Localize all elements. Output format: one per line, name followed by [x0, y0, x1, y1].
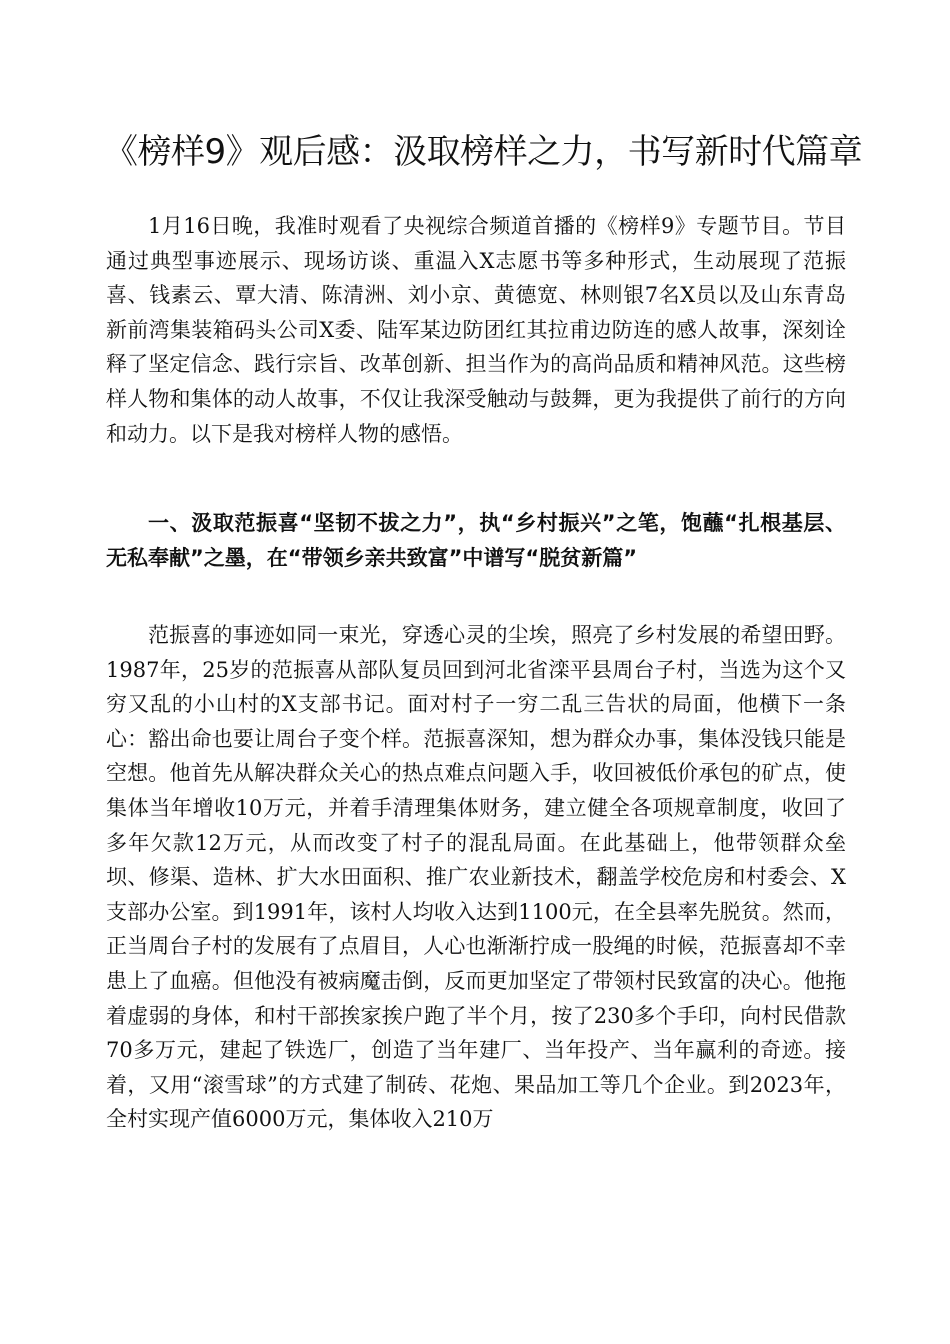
section-paragraph: 范振喜的事迹如同一束光，穿透心灵的尘埃，照亮了乡村发展的希望田野。1987年，25岁的范振喜从部队复员回到河北省滦平县周台子村，当选为这个又穷又乱的小山村的X支部书记。面对村子一穷二乱三告状的局面，他横下一条心：豁出命也要让周台子变个样。范振喜深知，想为群众办事，集体没钱只能是空想。他首先从解决群众关心的热点难点问题入手，收回被低价承包的矿点，使集体当年增收10万元，并着手清理集体财务，建立健全各项规章制度，收回了多年欠款12万元，从而改变了村子的混乱局面。在此基础上，他带领群众垒坝、修渠、造林、扩大水田面积、推广农业新技术，翻盖学校危房和村委会、X支部办公室。到1991年，该村人均收入达到1100元，在全县率先脱贫。然而，正当周台子村的发展有了点眉目，人心也渐渐拧成一股绳的时候，范振喜却不幸患上了血癌。但他没有被病魔击倒，反而更加坚定了带领村民致富的决心。他拖着虚弱的身体，和村干部挨家挨户跑了半个月，按了230多个手印，向村民借款70多万元，建起了铁选厂，创造了当年建厂、当年投产、当年赢利的奇迹。接着，又用“滚雪球”的方式建了制砖、花炮、果品加工等几个企业。到2023年，全村实现产值6000万元，集体收入210万 — [106, 623, 846, 1132]
intro-paragraph: 1月16日晚，我准时观看了央视综合频道首播的《榜样9》专题节目。节目通过典型事迹展示、现场访谈、重温入X志愿书等多种形式，生动展现了范振喜、钱素云、覃大清、陈清洲、刘小京、黄德宽、林则银7名X员以及山东青岛新前湾集装箱码头公司X委、陆军某边防团红其拉甫边防连的感人故事，深刻诠释了坚定信念、践行宗旨、改革创新、担当作为的高尚品质和精神风范。这些榜样人物和集体的动人故事，不仅让我深受触动与鼓舞，更为我提供了前行的方向和动力。以下是我对榜样人物的感悟。 — [106, 214, 846, 446]
section-heading: 一、汲取范振喜“坚韧不拔之力”，执“乡村振兴”之笔，饱蘸“扎根基层、无私奉献”之墨，在“带领乡亲共致富”中谱写“脱贫新篇” — [106, 511, 846, 570]
document-title: 《榜样9》观后感：汲取榜样之力，书写新时代篇章 — [104, 132, 863, 172]
